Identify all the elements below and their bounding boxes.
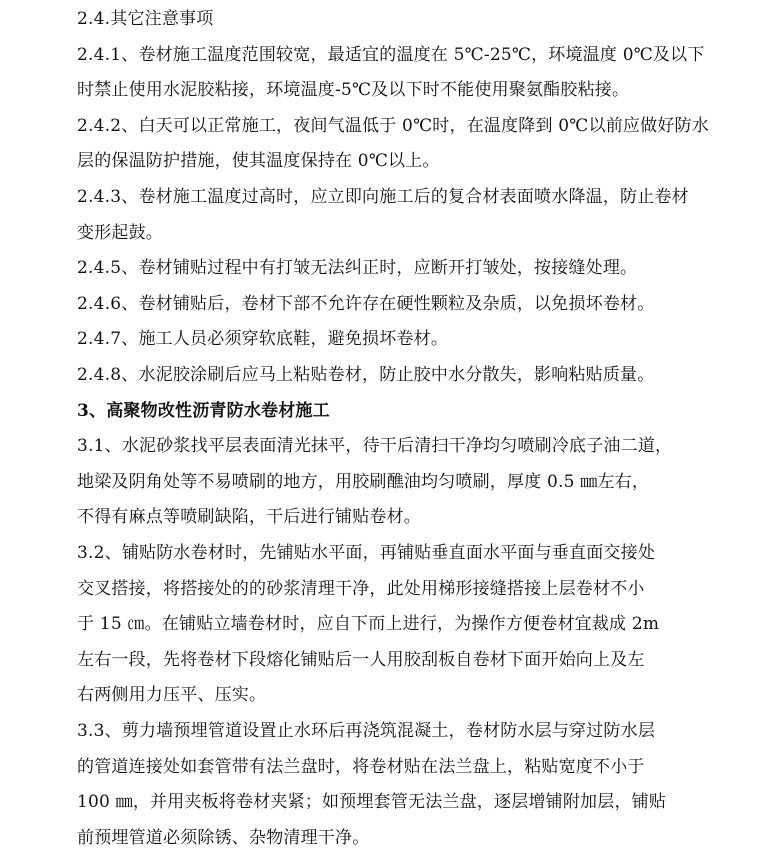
paragraph-line: 时禁止使用水泥胶粘接，环境温度-5℃及以下时不能使用聚氨酯胶粘接。 <box>77 80 630 101</box>
paragraph-line: 2.4.6、卷材铺贴后，卷材下部不允许存在硬性颗粒及杂质，以免损坏卷材。 <box>77 293 655 314</box>
paragraph-line: 3.3、剪力墙预埋管道设置止水环后再浇筑混凝土，卷材防水层与穿过防水层 <box>77 721 656 741</box>
paragraph-line: 前预埋管道必须除锈、杂物清理干净。 <box>77 827 370 848</box>
section-heading-3: 3、高聚物改性沥青防水卷材施工 <box>77 400 330 421</box>
paragraph-line: 交叉搭接，将搭接处的的砂浆清理干净，此处用梯形接缝搭接上层卷材不小 <box>77 578 645 599</box>
paragraph-line: 2.4.8、水泥胶涂刷后应马上粘贴卷材，防止胶中水分散失，影响粘贴质量。 <box>77 365 655 385</box>
paragraph-line: 3.2、铺贴防水卷材时，先铺贴水平面，再铺贴垂直面水平面与垂直面交接处 <box>77 543 656 563</box>
paragraph-line: 2.4.3、卷材施工温度过高时，应立即向施工后的复合材表面喷水降温，防止卷材 <box>77 187 689 207</box>
paragraph-line: 地梁及阴角处等不易喷刷的地方，用胶刷醮油均匀喷刷，厚度 0.5 ㎜左右， <box>77 471 650 492</box>
subsection-heading-2-4: 2.4.其它注意事项 <box>77 9 214 29</box>
paragraph-line: 2.4.7、施工人员必须穿软底鞋，避免损坏卷材。 <box>77 329 449 350</box>
paragraph-line: 变形起鼓。 <box>77 222 163 243</box>
paragraph-line: 2.4.5、卷材铺贴过程中有打皱无法纠正时，应断开打皱处，按接缝处理。 <box>77 258 638 279</box>
paragraph-line: 右两侧用力压平、压实。 <box>77 685 267 706</box>
paragraph-line: 层的保温防护措施，使其温度保持在 0℃以上。 <box>77 151 440 172</box>
paragraph-line: 不得有麻点等喷刷缺陷，干后进行铺贴卷材。 <box>77 507 421 528</box>
paragraph-line: 的管道连接处如套管带有法兰盘时，将卷材贴在法兰盘上，粘贴宽度不小于 <box>77 756 645 777</box>
paragraph-line: 2.4.2、白天可以正常施工，夜间气温低于 0℃时，在温度降到 0℃以前应做好防水 <box>77 115 709 136</box>
paragraph-line: 3.1、水泥砂浆找平层表面清光抹平，待干后清扫干净均匀喷刷冷底子油二道， <box>77 436 673 457</box>
paragraph-line: 左右一段，先将卷材下段熔化铺贴后一人用胶刮板自卷材下面开始向上及左 <box>77 649 645 670</box>
paragraph-line: 2.4.1、卷材施工温度范围较宽，最适宜的温度在 5℃-25℃，环境温度 0℃及以下 <box>77 44 705 65</box>
paragraph-line: 于 15 ㎝。在铺贴立墙卷材时，应自下而上进行，为操作方便卷材宜裁成 2m <box>77 614 660 635</box>
paragraph-line: 100 ㎜，并用夹板将卷材夹紧；如预埋套管无法兰盘，逐层增铺附加层，铺贴 <box>77 792 667 813</box>
